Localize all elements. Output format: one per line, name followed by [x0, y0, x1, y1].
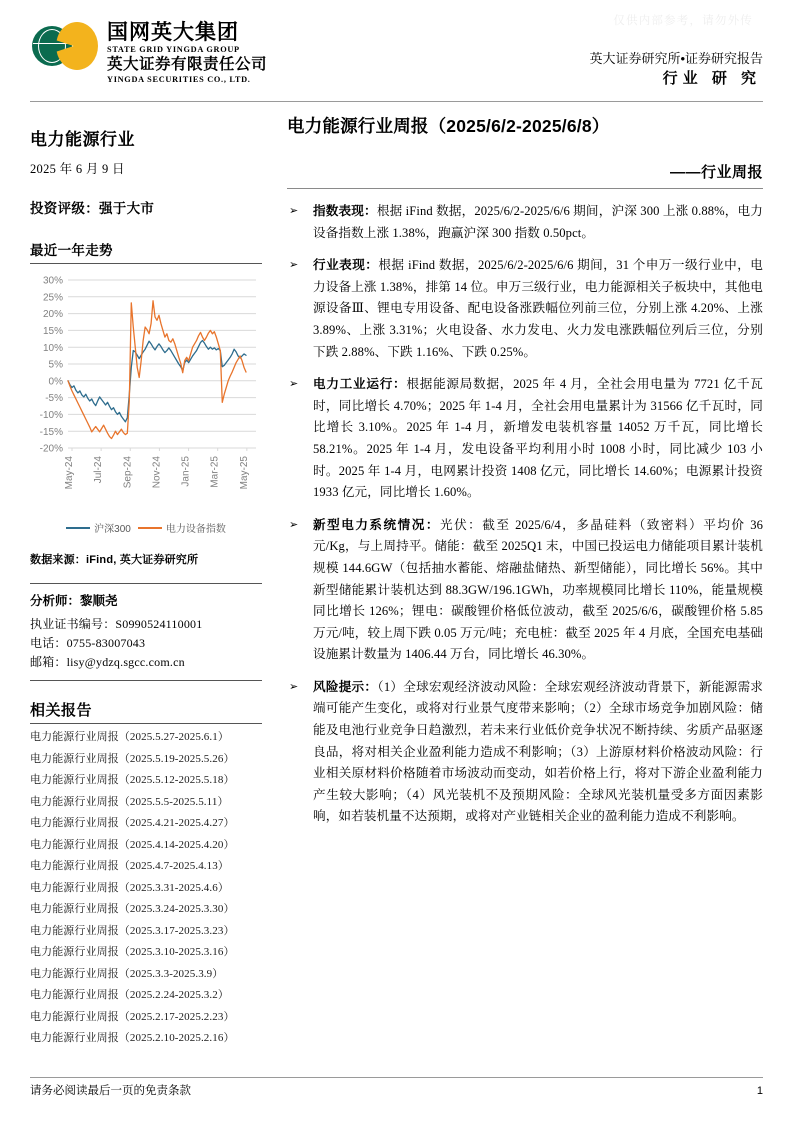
chart-x-tick-label: Nov-24: [151, 456, 163, 489]
trend-chart-svg: [28, 270, 260, 505]
related-report-item[interactable]: 电力能源行业周报（2025.2.10-2025.2.16）: [30, 1032, 235, 1044]
bullet-body: [313, 677, 763, 828]
chart-y-tick-label: 20%: [42, 309, 63, 321]
analyst-name: 分析师：黎顺尧: [30, 594, 118, 608]
page-header: [0, 0, 793, 103]
title-divider: [287, 188, 763, 189]
bullet-label: 指数表现：: [313, 204, 377, 218]
chart-series-power-equipment: [68, 301, 246, 439]
chart-x-tick-label: Mar-25: [209, 456, 221, 488]
bullet-text: 光伏：截至 2025/6/4，多晶硅料（致密料）平均价 36 元/Kg，与上周持平。储能：截至 2025Q1 末，中国已投运电力储能项目累计装机规模 144.6GW（包括抽水蓄能、熔融盐储热、新型储能），同比增长 56%。其中新型储能累计装机达到 88.3GW/196.1GWh，功率规模同比增长 110%，能量规模同比增长 126%；锂电：碳酸锂价格低位波动，截至 2025/6/6，碳酸锂价格 5.85 万元/吨，较上周下跌 0.05 万元/吨；充电桩：截至 2025 年 4 月底，全国充电基础设施累计数量为 1406.44 万台，同比增长 46.30%。: [313, 517, 763, 662]
chart-y-tick-label: -5%: [45, 393, 63, 405]
related-report-item[interactable]: 电力能源行业周报（2025.5.19-2025.5.26）: [30, 752, 235, 765]
analyst-license: 执业证书编号：S0990524110001: [30, 617, 203, 631]
related-report-item[interactable]: 电力能源行业周报（2025.3.24-2025.3.30）: [30, 903, 235, 915]
related-report-item[interactable]: 电力能源行业周报（2025.4.14-2025.4.20）: [30, 838, 235, 851]
trend-chart: [28, 270, 260, 528]
bullet-5: [287, 677, 763, 828]
bullet-4: [287, 515, 763, 666]
analyst-phone: 电话：0755-83007043: [30, 636, 146, 650]
footer-page-number: 1: [756, 1085, 763, 1097]
logo-company-name-cn: 英大证券有限责任公司: [107, 56, 268, 73]
chart-y-tick-label: 0%: [48, 376, 63, 388]
logo-text-block: [107, 20, 267, 85]
page-subtitle: ——行业周报: [669, 164, 763, 181]
related-report-item[interactable]: 电力能源行业周报（2025.3.3-2025.3.9）: [30, 967, 224, 980]
related-reports-divider: [30, 723, 262, 724]
bullet-text: 根据 iFind 数据，2025/6/2-2025/6/6 期间，沪深 300 上涨 0.88%，电力设备指数上涨 1.38%，跑赢沪深 300 指数 0.50pct。: [313, 204, 763, 240]
page-title: 电力能源行业周报（2025/6/2-2025/6/8）: [287, 116, 610, 136]
bullet-label: 新型电力系统情况：: [313, 517, 440, 532]
bullet-arrow-icon: ➢: [289, 680, 299, 693]
bullet-body: [313, 255, 763, 363]
related-report-item[interactable]: 电力能源行业周报（2025.5.5-2025.5.11）: [30, 795, 229, 808]
summary-bullets: [287, 201, 763, 828]
chart-y-tick-label: 30%: [42, 275, 63, 287]
state-grid-logo-icon: [30, 20, 98, 74]
report-date: 2025 年 6 月 9 日: [30, 162, 125, 176]
bullet-text: 根据能源局数据，2025 年 4 月，全社会用电量为 7721 亿千瓦时，同比增长 4.70%；2025 年 1-4 月，全社会用电量累计为 31566 亿千瓦时，同比增长 3.10%。2025 年 1-4 月，新增发电装机容量 14052 万千瓦，同比增长 58.21%。2025 年 1-4 月，发电设备平均利用小时 1008 小时，同比减少 103 小时。2025 年 1-4 月，电网累计投资 1408 亿元，同比增长 14.60%；电源累计投资 1933 亿元，同比增长 1.60%。: [313, 377, 763, 500]
chart-y-tick-label: -15%: [39, 426, 63, 438]
analyst-email: 邮箱：lisy@ydzq.sgcc.com.cn: [30, 655, 185, 669]
investment-rating: 投资评级：强于大市: [30, 201, 155, 216]
main-column: [269, 103, 763, 1050]
related-report-item[interactable]: 电力能源行业周报（2025.4.7-2025.4.13）: [30, 860, 229, 872]
related-report-item[interactable]: 电力能源行业周报（2025.3.10-2025.3.16）: [30, 946, 235, 958]
page-footer: [30, 1077, 763, 1098]
bullet-arrow-icon: ➢: [289, 518, 299, 531]
footer-content: [30, 1082, 763, 1098]
bullet-label: 行业表现：: [313, 258, 379, 273]
footer-disclaimer: 请务必阅读最后一页的免责条款: [30, 1085, 191, 1097]
bullet-3: [287, 374, 763, 504]
institute-label: 英大证券研究所•证券研究报告: [589, 51, 763, 66]
logo-company-name-en: YINGDA SECURITIES CO., LTD.: [107, 75, 251, 84]
chart-y-tick-label: 25%: [42, 292, 63, 304]
chart-x-tick-label: May-25: [238, 456, 250, 490]
related-report-item[interactable]: 电力能源行业周报（2025.4.21-2025.4.27）: [30, 817, 235, 829]
company-logo: [30, 20, 267, 85]
legend-label-hs300: 沪深300: [94, 524, 131, 535]
chart-x-tick-label: Jul-24: [93, 456, 105, 484]
related-report-item[interactable]: 电力能源行业周报（2025.2.17-2025.2.23）: [30, 1010, 235, 1023]
bullet-label: 风险提示：: [313, 679, 378, 694]
chart-y-tick-label: 5%: [48, 359, 63, 371]
bullet-body: [313, 515, 763, 666]
bullet-arrow-icon: ➢: [289, 259, 299, 272]
bullet-text: 根据 iFind 数据，2025/6/2-2025/6/6 期间，31 个申万一级行业中，电力设备上涨 1.38%，排第 14 位。申万三级行业，电力能源相关子板块中，其他电源设备Ⅲ、锂电专用设备、配电设备涨跌幅位列前三位，分别上涨 4.20%、上涨 3.89%、上涨 3.31%；火电设备、水力发电、火力发电涨跌幅位列后三位，分别下跌 2.88%、下跌 1.16%、下跌 0.25%。: [313, 258, 764, 359]
header-right-block: [589, 50, 763, 90]
bullet-body: [313, 201, 763, 244]
bullet-arrow-icon: ➢: [289, 378, 299, 391]
logo-group-name-cn: 国网英大集团: [107, 21, 239, 44]
chart-y-tick-label: 15%: [42, 326, 63, 337]
chart-y-tick-label: -20%: [39, 443, 63, 455]
footer-divider: [30, 1077, 763, 1078]
related-reports-heading: 相关报告: [30, 702, 93, 719]
bullet-label: 电力工业运行：: [313, 377, 407, 392]
related-report-item[interactable]: 电力能源行业周报（2025.2.24-2025.3.2）: [30, 989, 229, 1001]
bullet-2: [287, 255, 763, 363]
related-report-item[interactable]: 电力能源行业周报（2025.3.17-2025.3.23）: [30, 924, 235, 937]
chart-y-tick-label: -10%: [39, 410, 63, 421]
bullet-arrow-icon: ➢: [289, 205, 299, 217]
sidebar: [30, 103, 262, 1050]
report-type-label: 行业 研 究: [662, 70, 761, 87]
trend-heading: 最近一年走势: [30, 243, 113, 258]
chart-source-note: 数据来源：iFind, 英大证券研究所: [30, 554, 199, 566]
bullet-text: （1）全球宏观经济波动风险：全球宏观经济波动背景下，新能源需求端可能产生变化，或将对行业景气度带来影响；（2）全球市场竞争加剧风险：储能及电池行业竞争日趋激烈，若未来行业低价竞争状况不断持续、劣质产品驱逐良品，将对相关企业盈利能力造成不利影响；（3）上游原材料价格波动风险：行业相关原材料价格随着市场波动而变动，如若价格上行，将对下游企业盈利能力产生较大影响；（4）风光装机不及预期风险：全球风光装机量受多方面因素影响，如若装机量不达预期，或将对产业链相关企业的盈利能力造成不利影响。: [313, 679, 763, 824]
industry-title: 电力能源行业: [30, 130, 135, 149]
logo-group-name-en: STATE GRID YINGDA GROUP: [107, 45, 240, 54]
related-report-item[interactable]: 电力能源行业周报（2025.5.27-2025.6.1）: [30, 731, 229, 743]
confidential-watermark: 仅供内部参考，请勿外传: [613, 15, 753, 27]
related-report-item[interactable]: 电力能源行业周报（2025.3.31-2025.4.6）: [30, 881, 229, 894]
related-reports-list: [30, 727, 262, 1050]
legend-label-power-equipment: 电力设备指数: [165, 524, 226, 535]
chart-x-tick-label: Sep-24: [122, 456, 134, 489]
chart-x-tick-label: May-24: [64, 456, 75, 490]
chart-y-tick-label: 10%: [42, 342, 63, 354]
analyst-info-box: [30, 583, 262, 681]
chart-x-tick-label: Jan-25: [180, 456, 192, 487]
trend-divider: [30, 263, 262, 264]
page-content: [0, 103, 793, 1050]
bullet-1: [287, 201, 763, 244]
bullet-body: [313, 374, 763, 504]
header-divider: [30, 101, 763, 102]
related-report-item[interactable]: 电力能源行业周报（2025.5.12-2025.5.18）: [30, 774, 235, 786]
